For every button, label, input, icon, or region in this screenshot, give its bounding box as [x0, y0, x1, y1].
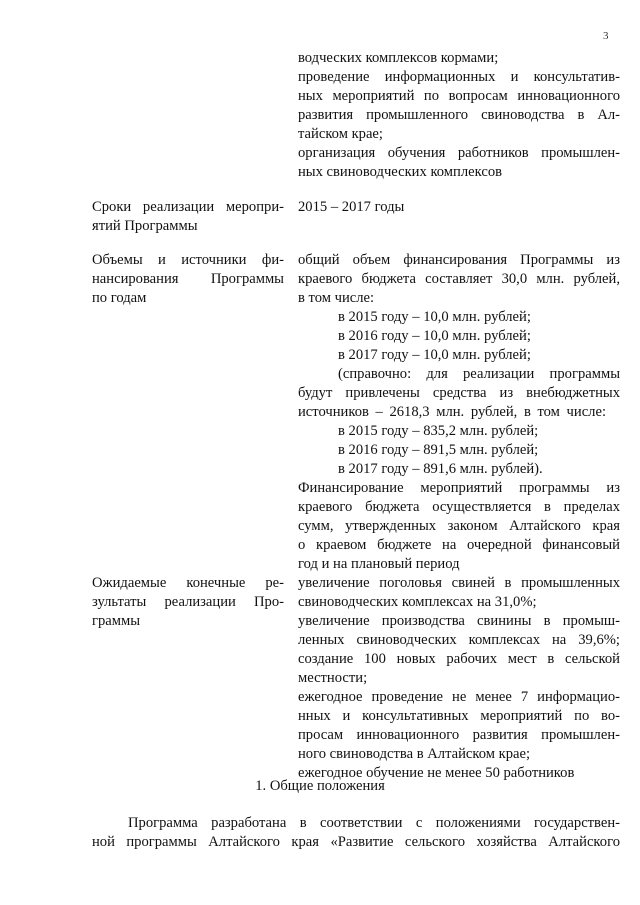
section-heading: 1. Общие положения: [255, 778, 385, 794]
value-line: увеличение поголовья свиней в промышленных: [298, 575, 620, 591]
label-line: по годам: [92, 290, 147, 306]
label-line: зультаты реализации Про-: [92, 594, 284, 610]
value-line: будут привлечены средства из внебюджетных: [298, 385, 620, 401]
text-line: развития промышленного свиноводства в Ал-: [298, 107, 620, 123]
text-line: тайском крае;: [298, 126, 383, 142]
value-line: в 2015 году – 10,0 млн. рублей;: [338, 309, 531, 325]
value-line: в 2016 году – 10,0 млн. рублей;: [338, 328, 531, 344]
label-line: Объемы и источники фи-: [92, 252, 284, 268]
value-line: нных и консультативных мероприятий по во-: [298, 708, 620, 724]
value-line: в 2016 году – 891,5 млн. рублей;: [338, 442, 539, 458]
label-line: Ожидаемые конечные ре-: [92, 575, 284, 591]
value-line: Финансирование мероприятий программы из: [298, 480, 620, 496]
value-line: создание 100 новых рабочих мест в сельской: [298, 651, 620, 667]
value-line: ежегодное проведение не менее 7 информацио-: [298, 689, 620, 705]
value-line: 2015 – 2017 годы: [298, 199, 405, 215]
value-line: год и на плановый период: [298, 556, 460, 572]
value-line: просам инновационного развития промышлен-: [298, 727, 620, 743]
value-line: общий объем финансирования Программы из: [298, 252, 620, 268]
paragraph-line: Программа разработана в соответствии с положениями государствен-: [128, 815, 620, 831]
page-number: 3: [603, 30, 609, 42]
text-line: проведение информационных и консультатив-: [298, 69, 620, 85]
value-line: краевого бюджета осуществляется в пределах: [298, 499, 620, 515]
value-line: ного свиноводства в Алтайском крае;: [298, 746, 531, 762]
value-line: о краевом бюджете на очередной финансовый: [298, 537, 620, 553]
text-line: ных мероприятий по вопросам инновационного: [298, 88, 620, 104]
value-line: местности;: [298, 670, 368, 686]
label-line: нансирования Программы: [92, 271, 284, 287]
paragraph-line: ной программы Алтайского края «Развитие сельского хозяйства Алтайского: [92, 834, 620, 850]
value-line: ленных свиноводческих комплексах на 39,6%;: [298, 632, 620, 648]
value-line: источников – 2618,3 млн. рублей, в том числе:: [298, 404, 606, 420]
value-line: свиноводческих комплексах на 31,0%;: [298, 594, 537, 610]
value-line: краевого бюджета составляет 30,0 млн. рублей,: [298, 271, 620, 287]
value-line: (справочно: для реализации программы: [338, 366, 620, 382]
label-line: Сроки реализации меропри-: [92, 199, 284, 215]
value-line: увеличение производства свинины в промыш-: [298, 613, 620, 629]
value-line: в 2015 году – 835,2 млн. рублей;: [338, 423, 539, 439]
value-line: в 2017 году – 891,6 млн. рублей).: [338, 461, 543, 477]
value-line: ежегодное обучение не менее 50 работников: [298, 765, 575, 781]
text-line: водческих комплексов кормами;: [298, 50, 499, 66]
text-line: ных свиноводческих комплексов: [298, 164, 503, 180]
text-line: организация обучения работников промышлен-: [298, 145, 620, 161]
value-line: в 2017 году – 10,0 млн. рублей;: [338, 347, 531, 363]
label-line: граммы: [92, 613, 141, 629]
label-line: ятий Программы: [92, 218, 198, 234]
value-line: в том числе:: [298, 290, 375, 306]
value-line: сумм, утвержденных законом Алтайского края: [298, 518, 620, 534]
